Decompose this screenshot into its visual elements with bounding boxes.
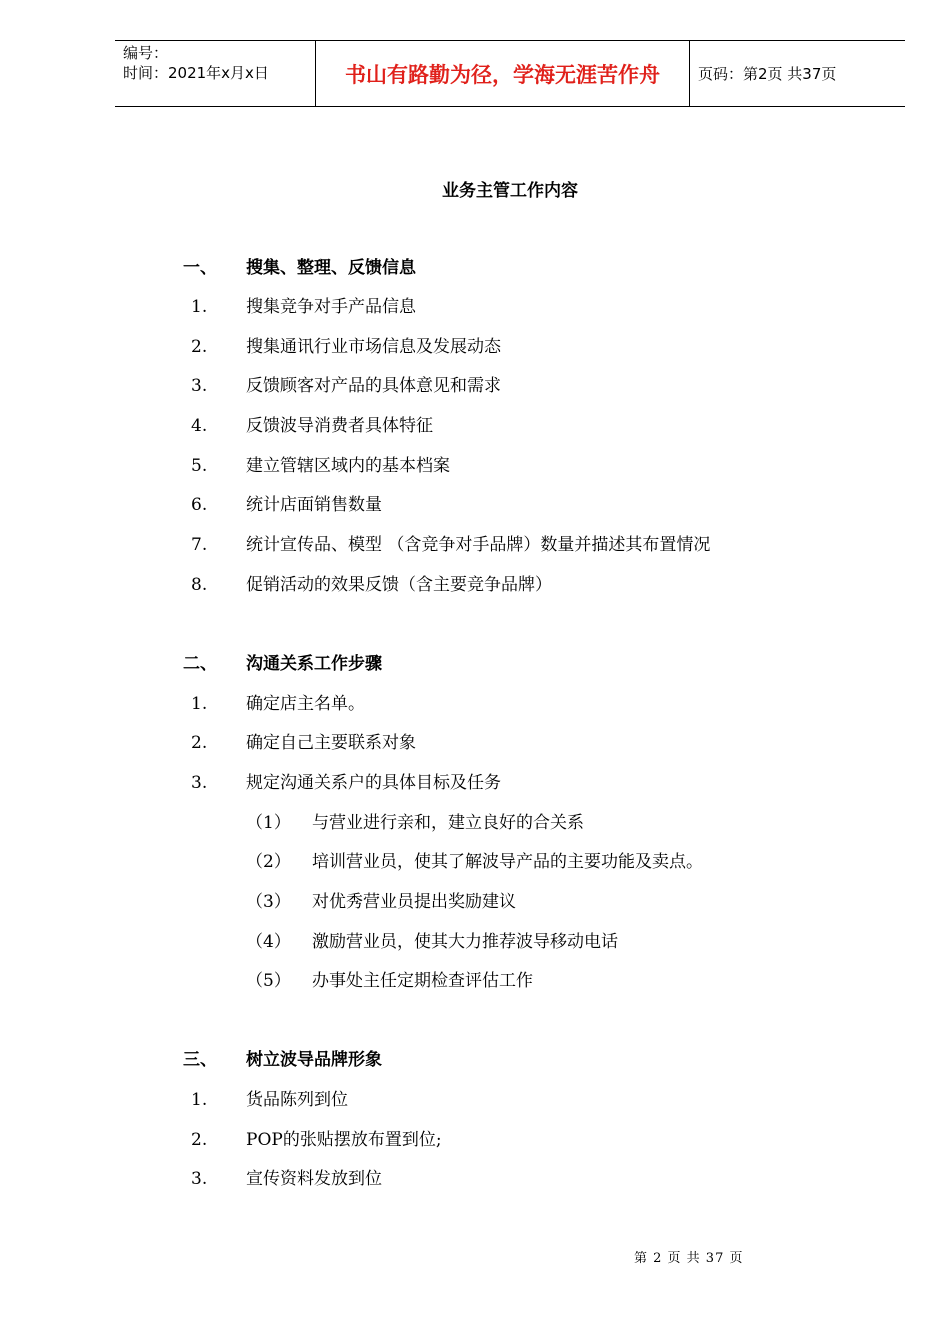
serial-number-label: 编号： xyxy=(123,44,169,62)
list-item: POP的张贴摆放布置到位; xyxy=(246,1130,442,1150)
list-item-number: 5. xyxy=(191,456,208,476)
section-title: 沟通关系工作步骤 xyxy=(246,654,382,674)
document-header xyxy=(115,40,905,107)
sub-item: 与营业进行亲和，建立良好的合关系 xyxy=(312,813,584,833)
list-item: 统计宣传品、模型 （含竞争对手品牌）数量并描述其布置情况 xyxy=(246,535,711,555)
sub-item: 对优秀营业员提出奖励建议 xyxy=(312,892,516,912)
list-item: 促销活动的效果反馈（含主要竞争品牌） xyxy=(246,575,552,595)
sub-item-number: （4） xyxy=(246,932,291,952)
list-item-number: 1. xyxy=(191,694,208,714)
sub-item: 办事处主任定期检查评估工作 xyxy=(312,971,533,991)
section-number: 二、 xyxy=(183,654,217,674)
sub-item-number: （1） xyxy=(246,813,291,833)
list-item-number: 2. xyxy=(191,337,208,357)
section-title: 树立波导品牌形象 xyxy=(246,1050,382,1070)
list-item-number: 1. xyxy=(191,297,208,317)
list-item-number: 7. xyxy=(191,535,208,555)
list-item: 搜集竞争对手产品信息 xyxy=(246,297,416,317)
list-item: 建立管辖区域内的基本档案 xyxy=(246,456,450,476)
section-title: 搜集、整理、反馈信息 xyxy=(246,258,416,278)
list-item-number: 1. xyxy=(191,1090,208,1110)
list-item: 搜集通讯行业市场信息及发展动态 xyxy=(246,337,501,357)
sub-item: 培训营业员，使其了解波导产品的主要功能及卖点。 xyxy=(312,852,703,872)
header-motto: 书山有路勤为径，学海无涯苦作舟 xyxy=(316,41,690,106)
list-item-number: 3. xyxy=(191,773,208,793)
list-item-number: 3. xyxy=(191,1169,208,1189)
header-meta-cell xyxy=(115,41,316,106)
document-title: 业务主管工作内容 xyxy=(442,181,578,201)
list-item: 规定沟通关系户的具体目标及任务 xyxy=(246,773,501,793)
list-item: 反馈顾客对产品的具体意见和需求 xyxy=(246,376,501,396)
list-item: 货品陈列到位 xyxy=(246,1090,348,1110)
list-item-number: 2. xyxy=(191,733,208,753)
sub-item-number: （3） xyxy=(246,892,291,912)
sub-item: 激励营业员，使其大力推荐波导移动电话 xyxy=(312,932,618,952)
time-label: 时间：2021年x月x日 xyxy=(123,64,269,82)
list-item-number: 6. xyxy=(191,495,208,515)
list-item-number: 8. xyxy=(191,575,208,595)
list-item: 确定店主名单。 xyxy=(246,694,365,714)
sub-item-number: （2） xyxy=(246,852,291,872)
sub-item-number: （5） xyxy=(246,971,291,991)
list-item: 宣传资料发放到位 xyxy=(246,1169,382,1189)
header-page-number: 页码：第2页 共37页 xyxy=(698,65,837,83)
list-item-number: 3. xyxy=(191,376,208,396)
list-item: 统计店面销售数量 xyxy=(246,495,382,515)
section-number: 三、 xyxy=(183,1050,217,1070)
section-number: 一、 xyxy=(183,258,217,278)
list-item: 反馈波导消费者具体特征 xyxy=(246,416,433,436)
list-item: 确定自己主要联系对象 xyxy=(246,733,416,753)
page-footer: 第 2 页 共 37 页 xyxy=(634,1251,744,1266)
list-item-number: 2. xyxy=(191,1130,208,1150)
list-item-number: 4. xyxy=(191,416,208,436)
